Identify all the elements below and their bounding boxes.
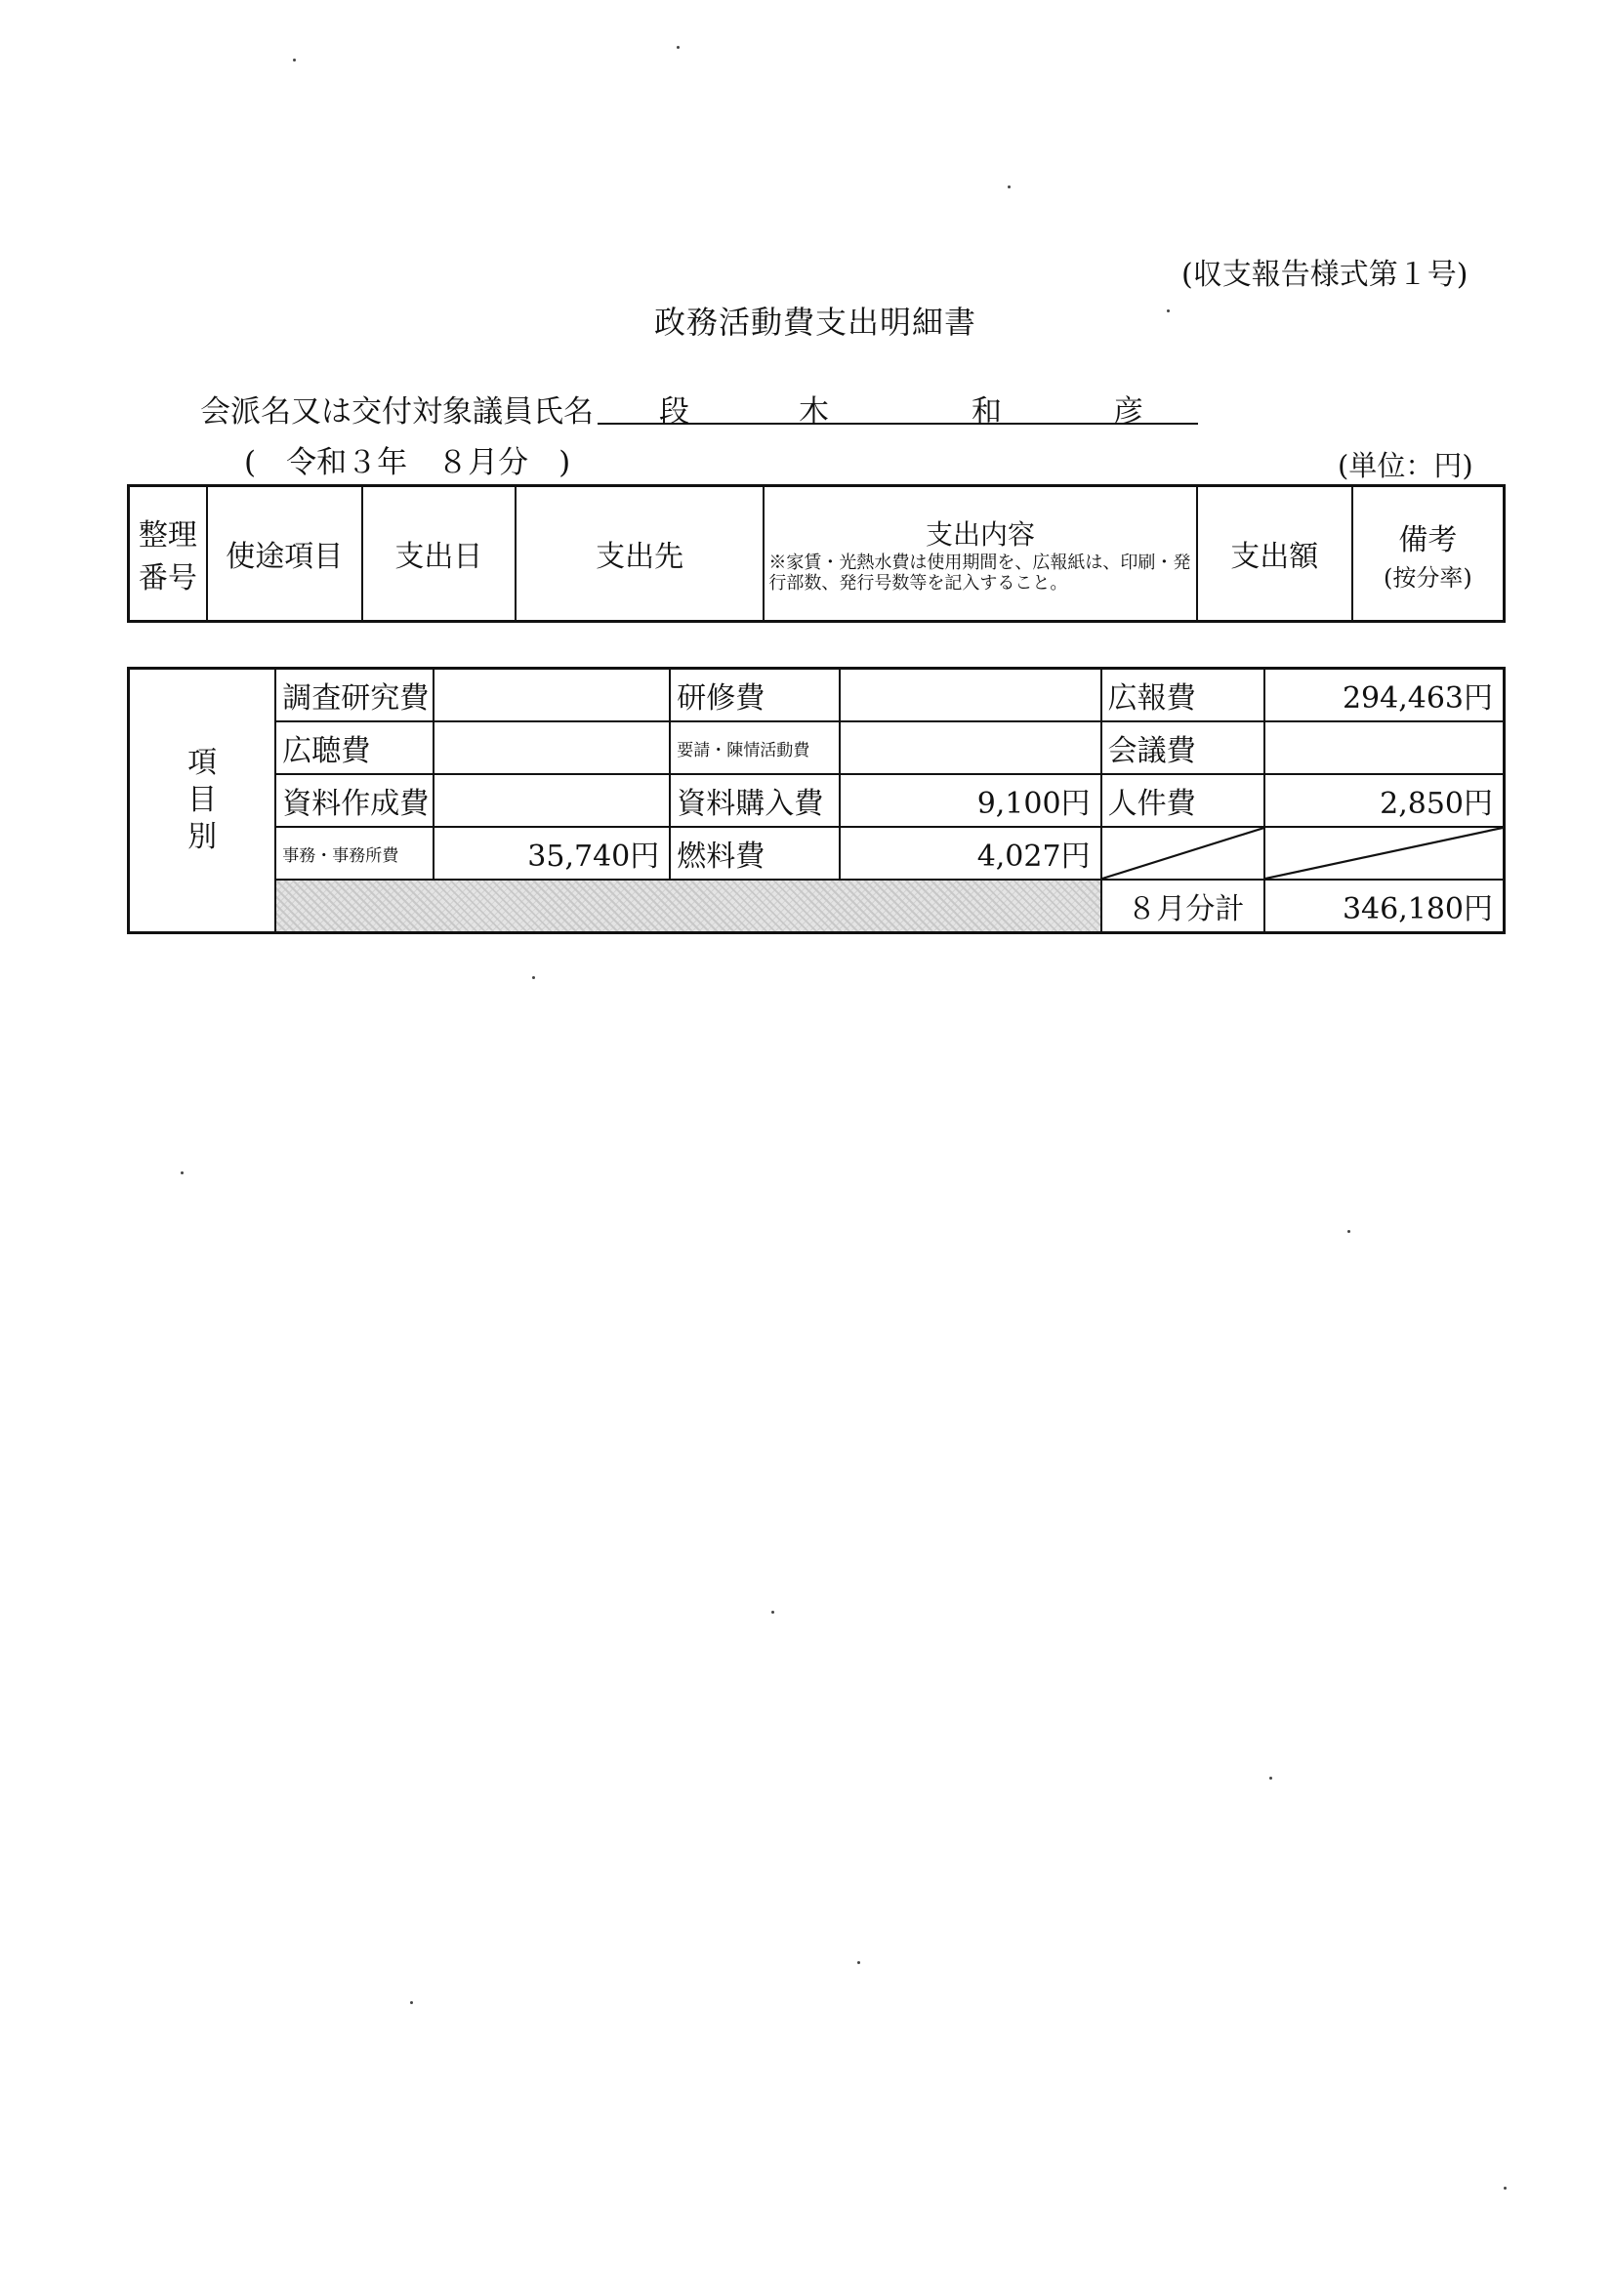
content-header xyxy=(764,486,1196,622)
category-label: 事務・事務所費 xyxy=(275,827,434,880)
scan-speck xyxy=(532,976,535,979)
total-label: ８月分計 xyxy=(1101,880,1265,933)
scan-speck xyxy=(857,1961,860,1964)
seiri-bango-cell xyxy=(129,486,207,622)
name-char-2: 木 xyxy=(799,394,829,430)
category-value: 4,027円 xyxy=(840,827,1101,880)
content-note: ※家賃・光熱水費は使用期間を、広報紙は、印刷・発行部数、発行号数等を記入すること。 xyxy=(768,553,1191,594)
remarks-label: 備考 xyxy=(1398,522,1458,557)
summary-total-row xyxy=(129,880,1505,933)
header-table xyxy=(127,484,1506,623)
name-underline xyxy=(598,423,1198,425)
scan-speck xyxy=(1347,1230,1350,1233)
side-label-char: 別 xyxy=(187,820,218,854)
category-value xyxy=(840,669,1101,722)
form-number: (収支報告様式第１号) xyxy=(1181,258,1468,292)
scan-speck xyxy=(1008,185,1011,188)
name-char-4: 彦 xyxy=(1113,394,1143,430)
total-value: 346,180円 xyxy=(1264,880,1504,933)
scan-speck xyxy=(1504,2187,1507,2190)
name-char-3: 和 xyxy=(972,394,1002,430)
category-label: 会議費 xyxy=(1101,721,1265,774)
scan-speck xyxy=(1269,1777,1272,1780)
scan-speck xyxy=(1167,309,1170,312)
summary-row xyxy=(129,774,1505,827)
name-label: 会派名又は交付対象議員氏名 xyxy=(200,394,594,430)
masked-area xyxy=(275,880,1100,933)
category-value xyxy=(434,721,670,774)
amount-header: 支出額 xyxy=(1197,486,1352,622)
content-title: 支出内容 xyxy=(926,518,1036,551)
remarks-sub-label: (按分率) xyxy=(1384,563,1472,592)
category-label: 広聴費 xyxy=(275,721,434,774)
summary-table xyxy=(127,667,1506,934)
category-label: 人件費 xyxy=(1101,774,1265,827)
category-label: 資料購入費 xyxy=(670,774,840,827)
category-value xyxy=(840,721,1101,774)
category-label: 調査研究費 xyxy=(275,669,434,722)
category-value: 9,100円 xyxy=(840,774,1101,827)
unit-label: (単位：円) xyxy=(1338,449,1473,482)
payee-header: 支出先 xyxy=(516,486,764,622)
usage-header: 使途項目 xyxy=(207,486,362,622)
document-title: 政務活動費支出明細書 xyxy=(654,304,977,341)
scan-speck xyxy=(410,2001,413,2004)
summary-row xyxy=(129,669,1505,722)
category-label: 広報費 xyxy=(1101,669,1265,722)
category-value xyxy=(434,774,670,827)
category-value: 2,850円 xyxy=(1264,774,1504,827)
category-label: 資料作成費 xyxy=(275,774,434,827)
summary-row xyxy=(129,721,1505,774)
empty-slash-cell xyxy=(1264,827,1504,880)
category-label: 要請・陳情活動費 xyxy=(670,721,840,774)
empty-slash-cell xyxy=(1101,827,1265,880)
seiri-label: 整理 xyxy=(138,518,197,553)
period: ( 令和３年 ８月分 ) xyxy=(244,445,571,480)
category-label: 燃料費 xyxy=(670,827,840,880)
category-value: 35,740円 xyxy=(434,827,670,880)
bango-label: 番号 xyxy=(138,561,197,595)
side-label-cell xyxy=(129,669,276,933)
name-char-1: 段 xyxy=(659,394,689,430)
scan-speck xyxy=(771,1611,774,1614)
scan-speck xyxy=(677,46,680,49)
category-label: 研修費 xyxy=(670,669,840,722)
remarks-header xyxy=(1352,486,1505,622)
scan-speck xyxy=(293,59,296,62)
category-value: 294,463円 xyxy=(1264,669,1504,722)
summary-row xyxy=(129,827,1505,880)
category-value xyxy=(1264,721,1504,774)
category-value xyxy=(434,669,670,722)
slash-line xyxy=(1102,828,1264,879)
date-header: 支出日 xyxy=(362,486,516,622)
scan-speck xyxy=(181,1171,184,1174)
side-label-char: 目 xyxy=(187,783,218,817)
side-label-char: 項 xyxy=(187,746,218,780)
slash-line xyxy=(1265,828,1503,879)
